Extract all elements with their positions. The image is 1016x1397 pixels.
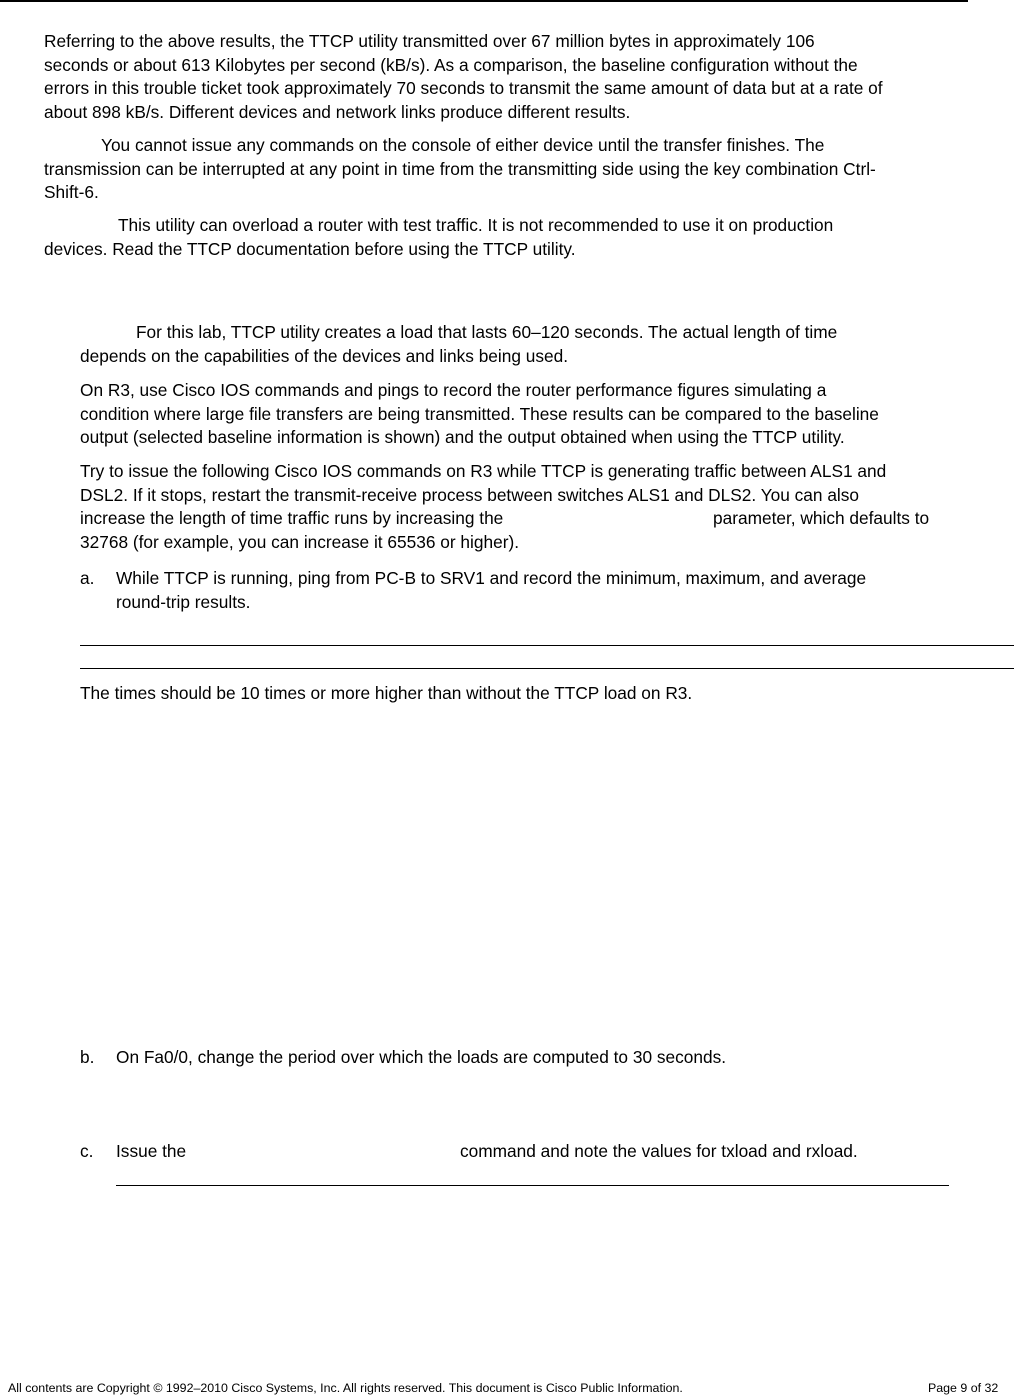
text-line: You cannot issue any commands on the console of either device until the transfer finishes. The [101, 135, 825, 155]
text-line: Shift-6. [44, 182, 99, 203]
text-line: depends on the capabilities of the devices and links being used. [80, 345, 569, 366]
note-console-paragraph [44, 134, 876, 205]
step-b-text [116, 1046, 726, 1070]
text-segment: parameter, which defaults to [713, 508, 930, 529]
caution-paragraph [44, 214, 833, 261]
try-issue-paragraph [80, 460, 930, 554]
text-line: output (selected baseline information is shown) and the output obtained when using the TTCP utility. [80, 427, 845, 448]
text-line: round-trip results. [116, 591, 251, 612]
header-rule [0, 0, 968, 2]
answer-line-a2 [80, 668, 1014, 669]
text-line: 32768 (for example, you can increase it 65536 or higher). [80, 531, 520, 552]
text-line: errors in this trouble ticket took approximately 70 seconds to transmit the same amount of data but at a rate of [44, 78, 883, 99]
text-line: transmission can be interrupted at any point in time from the transmitting side using the key combination Ctrl- [44, 158, 876, 179]
step-a-text [116, 567, 866, 614]
text-line: DSL2. If it stops, restart the transmit-receive process between switches ALS1 and DLS2. You can also [80, 484, 860, 505]
step-a-answer [80, 682, 692, 706]
text-line: Try to issue the following Cisco IOS commands on R3 while TTCP is generating traffic between ALS1 and [80, 461, 887, 481]
text-line: seconds or about 613 Kilobytes per second (kB/s). As a comparison, the baseline configuration without the [44, 54, 858, 75]
text-line: The times should be 10 times or more higher than without the TTCP load on R3. [80, 683, 693, 703]
answer-line-c [116, 1185, 949, 1186]
text-line: This utility can overload a router with test traffic. It is not recommended to use it on production [118, 215, 834, 235]
text-line: On R3, use Cisco IOS commands and pings to record the router performance figures simulating a [80, 380, 827, 400]
step-c-marker: c. [80, 1141, 94, 1161]
text-line [116, 1140, 858, 1164]
text-line: condition where large file transfers are being transmitted. These results can be compared to the baseline [80, 403, 879, 424]
text-segment: increase the length of time traffic runs by increasing the [80, 508, 504, 529]
note-load-paragraph [80, 321, 837, 368]
step-c-text [116, 1140, 858, 1164]
text-line: about 898 kB/s. Different devices and network links produce different results. [44, 101, 631, 122]
step-b-marker: b. [80, 1047, 95, 1067]
text-line: For this lab, TTCP utility creates a load that lasts 60–120 seconds. The actual length of time [136, 322, 838, 342]
text-line: On Fa0/0, change the period over which the loads are computed to 30 seconds. [116, 1047, 727, 1067]
footer-page-number: Page 9 of 32 [928, 1381, 999, 1395]
text-line: While TTCP is running, ping from PC-B to SRV1 and record the minimum, maximum, and average [116, 568, 867, 588]
r3-instructions-paragraph [80, 379, 879, 450]
answer-line-a1 [80, 645, 1014, 646]
text-line: devices. Read the TTCP documentation before using the TTCP utility. [44, 238, 576, 259]
intro-paragraph [44, 30, 883, 124]
step-a-marker: a. [80, 568, 95, 588]
footer-copyright: All contents are Copyright © 1992–2010 Cisco Systems, Inc. All rights reserved. This document is Cisco Public Information. [8, 1381, 683, 1395]
text-segment: command and note the values for txload and rxload. [460, 1141, 858, 1161]
text-segment: Issue the [116, 1141, 187, 1161]
text-line: Referring to the above results, the TTCP utility transmitted over 67 million bytes in approximately 106 [44, 31, 815, 51]
text-line [80, 507, 930, 531]
